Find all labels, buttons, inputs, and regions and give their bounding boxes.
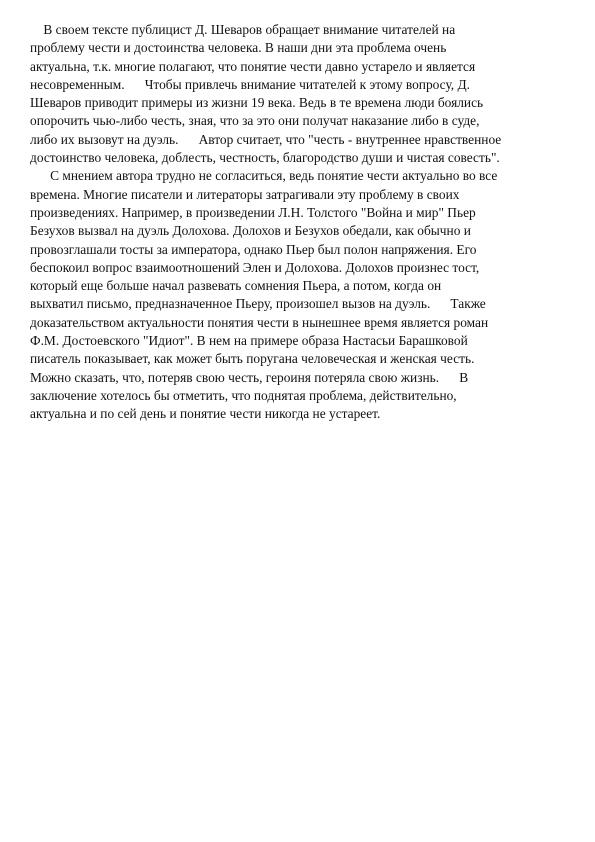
text-line: достоинство человека, доблесть, честность, благородство души и чистая совесть". bbox=[30, 150, 500, 166]
text-line: доказательством актуальности понятия чести в нынешнее время является роман bbox=[30, 314, 489, 330]
text-line: проблему чести и достоинства человека. В наши дни эта проблема очень bbox=[30, 40, 447, 56]
text-line: опорочить чью-либо честь, зная, что за это они получат наказание либо в суде, bbox=[30, 113, 480, 129]
text-line: произведениях. Например, в произведении Л.Н. Толстого "Война и мир" Пьер bbox=[30, 204, 476, 220]
text-line: беспокоил вопрос взаимоотношений Элен и Долохова. Долохов произнес тост, bbox=[30, 259, 480, 275]
text-line: Ф.М. Достоевского "Идиот". В нем на примере образа Настасьи Барашковой bbox=[30, 333, 468, 349]
text-line: либо их вызовут на дуэль. Автор считает, что "честь - внутреннее нравственное bbox=[30, 131, 502, 147]
text-line: С мнением автора трудно не согласиться, ведь понятие чести актуально во все bbox=[30, 168, 498, 184]
text-line: актуальна, т.к. многие полагают, что понятие чести давно устарело и является bbox=[30, 58, 476, 74]
text-line: писатель показывает, как может быть поругана человеческая и женская честь. bbox=[30, 351, 475, 367]
text-line: Шеваров приводит примеры из жизни 19 века. Ведь в те времена люди боялись bbox=[30, 95, 484, 111]
text-line: заключение хотелось бы отметить, что поднятая проблема, действительно, bbox=[30, 387, 457, 403]
text-line: Безухов вызвал на дуэль Долохова. Долохов и Безухов обедали, как обычно и bbox=[30, 223, 471, 239]
text-line: провозглашали тосты за императора, однако Пьер был полон напряжения. Его bbox=[30, 241, 477, 257]
essay-text bbox=[30, 21, 570, 424]
text-line: выхватил письмо, предназначенное Пьеру, произошел вызов на дуэль. Также bbox=[30, 296, 486, 312]
text-line: Можно сказать, что, потеряв свою честь, героиня потеряла свою жизнь. В bbox=[30, 369, 469, 385]
text-line: несовременным. Чтобы привлечь внимание читателей к этому вопросу, Д. bbox=[30, 76, 470, 92]
text-line: времена. Многие писатели и литераторы затрагивали эту проблему в своих bbox=[30, 186, 460, 202]
text-line: который еще больше начал развевать сомнения Пьера, а потом, когда он bbox=[30, 278, 442, 294]
text-line: В своем тексте публицист Д. Шеваров обращает внимание читателей на bbox=[30, 22, 456, 37]
text-line: актуальна и по сей день и понятие чести никогда не устареет. bbox=[30, 406, 381, 422]
